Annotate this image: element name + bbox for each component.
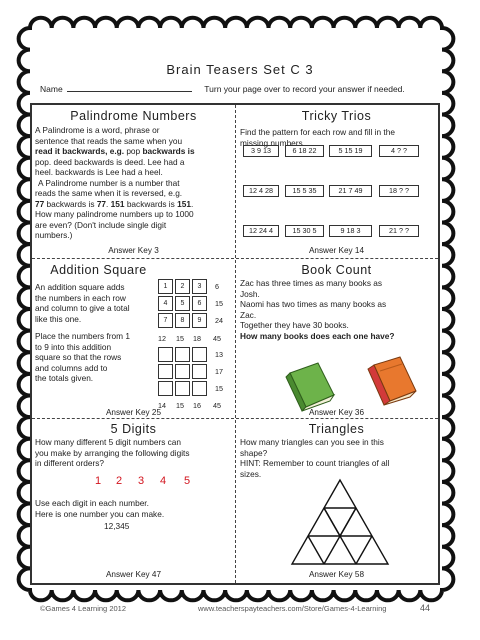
digit-3: 3 xyxy=(138,475,145,487)
trio-box: 6 18 22 xyxy=(285,145,324,157)
digit-4: 4 xyxy=(160,475,167,487)
answer-cell[interactable] xyxy=(175,381,190,396)
trio-box: 15 30 5 xyxy=(285,225,324,237)
example-cell: 6 xyxy=(192,296,207,311)
name-label: Name xyxy=(40,84,63,94)
column-total: 15 xyxy=(176,401,184,410)
column-total: 45 xyxy=(213,401,221,410)
puzzle-grid xyxy=(30,103,440,585)
orange-book-icon xyxy=(368,357,416,405)
trio-box: 3 9 13 xyxy=(243,145,279,157)
answer-cell[interactable] xyxy=(175,347,190,362)
row-total: 24 xyxy=(215,316,223,325)
trio-box: 5 15 19 xyxy=(329,145,372,157)
palindrome-text: A Palindrome is a word, phrase or sentence that reads the same when you read it backwards, e.g. pop backwards is pop. deed backwards is deed. Lee had a heel. backwards is Lee had a heel. A Palindrome number is a number that reads the same when it is reversed, e.g. 77 backwards is 77. 151 backwards is 151. How many palindrome numbers up to 1000 are even? (Don't include single digit numbers.) xyxy=(35,125,195,240)
column-total: 12 xyxy=(158,334,166,343)
digit-1: 1 xyxy=(95,475,102,487)
answer-key: Answer Key 25 xyxy=(105,408,162,417)
trio-box: 9 18 3 xyxy=(329,225,372,237)
row-total: 6 xyxy=(215,282,219,291)
answer-key: Answer Key 36 xyxy=(308,408,365,417)
answer-key: Answer Key 58 xyxy=(308,570,365,579)
panel-title: Palindrome Numbers xyxy=(70,109,197,123)
example-cell: 9 xyxy=(192,313,207,328)
column-total: 45 xyxy=(213,334,221,343)
column-total: 18 xyxy=(193,334,201,343)
example-cell: 4 xyxy=(158,296,173,311)
green-book-icon xyxy=(286,363,334,411)
example-cell: 7 xyxy=(158,313,173,328)
trio-box: 12 24 4 xyxy=(243,225,279,237)
panel-title: 5 Digits xyxy=(110,422,157,436)
tricky-text: Find the pattern for each row and fill in the missing numbers. xyxy=(240,127,395,148)
digits-text: How many different 5 digit numbers can you make by arranging the following digits in different orders? xyxy=(35,437,190,468)
addition-text-2: Place the numbers from 1 to 9 into this addition square so that the rows and columns add to the totals given. xyxy=(35,331,130,383)
digit-2: 2 xyxy=(116,475,123,487)
example-cell: 2 xyxy=(175,279,190,294)
name-row xyxy=(40,83,405,94)
trio-box: 15 5 35 xyxy=(285,185,324,197)
answer-cell[interactable] xyxy=(192,364,207,379)
trio-box: 21 7 49 xyxy=(329,185,372,197)
example-cell: 5 xyxy=(175,296,190,311)
books-illustration xyxy=(282,351,422,413)
digits-example: 12,345 xyxy=(104,521,130,531)
triangle-figure xyxy=(290,478,390,566)
page-number: 44 xyxy=(420,603,431,613)
panel-title: Triangles xyxy=(308,422,365,436)
answer-cell[interactable] xyxy=(192,347,207,362)
row-total: 15 xyxy=(215,299,223,308)
answer-cell[interactable] xyxy=(158,364,173,379)
trio-box: 4 ? ? xyxy=(379,145,419,157)
panel-title: Book Count xyxy=(301,263,372,277)
row-total: 13 xyxy=(215,350,223,359)
page-title: Brain Teasers Set C 3 xyxy=(166,62,314,77)
column-total: 16 xyxy=(193,401,201,410)
footer-url[interactable]: www.teacherspayteachers.com/Store/Games-4-Learning xyxy=(198,604,387,613)
example-cell: 1 xyxy=(158,279,173,294)
digits-text-2: Use each digit in each number. Here is one number you can make. xyxy=(35,498,165,519)
books-text: Zac has three times as many books as Josh. Naomi has two times as many books as Zac. Together they have 30 books. How many books does each one have? xyxy=(240,278,395,341)
column-total: 14 xyxy=(158,401,166,410)
column-total: 15 xyxy=(176,334,184,343)
example-cell: 8 xyxy=(175,313,190,328)
answer-cell[interactable] xyxy=(192,381,207,396)
answer-cell[interactable] xyxy=(175,364,190,379)
answer-key: Answer Key 14 xyxy=(308,246,365,255)
answer-cell[interactable] xyxy=(158,381,173,396)
answer-key: Answer Key 47 xyxy=(105,570,162,579)
example-cell: 3 xyxy=(192,279,207,294)
column-divider xyxy=(235,105,236,583)
trio-box: 12 4 28 xyxy=(243,185,279,197)
row-total: 15 xyxy=(215,384,223,393)
row-divider xyxy=(32,418,438,419)
name-line[interactable] xyxy=(67,83,192,92)
answer-key: Answer Key 3 xyxy=(108,246,159,255)
addition-text-1: An addition square adds the numbers in each row and column to give a total like this one. xyxy=(35,282,130,324)
digit-5: 5 xyxy=(184,475,191,487)
triangles-text: How many triangles can you see in this shape? HINT: Remember to count triangles of all sizes. xyxy=(240,437,390,479)
panel-title: Tricky Trios xyxy=(301,109,372,123)
panel-title: Addition Square xyxy=(50,263,147,277)
trio-box: 18 ? ? xyxy=(379,185,419,197)
row-divider xyxy=(32,258,438,259)
trio-box: 21 ? ? xyxy=(379,225,419,237)
copyright: ©Games 4 Learning 2012 xyxy=(40,604,126,613)
answer-cell[interactable] xyxy=(158,347,173,362)
row-total: 17 xyxy=(215,367,223,376)
instruction-text: Turn your page over to record your answer if needed. xyxy=(204,84,405,94)
